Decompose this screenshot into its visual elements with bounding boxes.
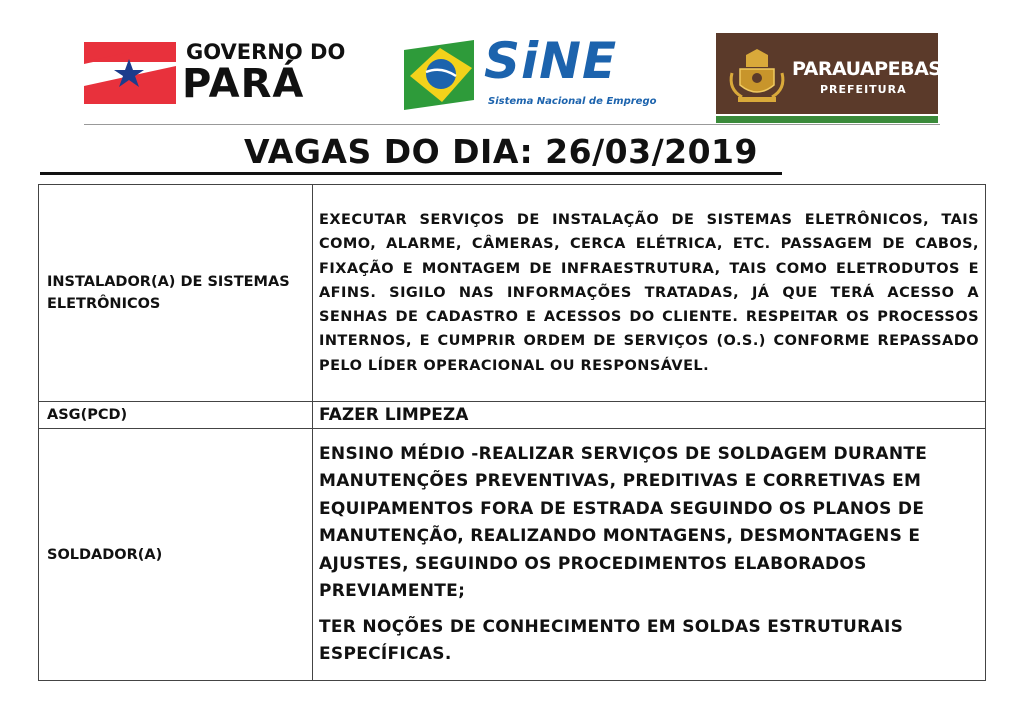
title-underline: [40, 172, 782, 175]
job-description-main: ENSINO MÉDIO -REALIZAR SERVIÇOS DE SOLDAGEM DURANTE MANUTENÇÕES PREVENTIVAS, PREDITIVAS E CORRETIVAS EM EQUIPAMENTOS FORA DE ESTRADA SEGUINDO OS PLANOS DE MANUTENÇÃO, REALIZANDO MONTAGENS, DESMONTAGENS E AJUSTES, SEGUINDO OS PROCEDIMENTOS ELABORADOS PREVIAMENTE;: [319, 443, 928, 601]
table-row: [39, 185, 986, 402]
para-flag-icon: [84, 42, 176, 104]
sine-subtitle: Sistema Nacional de Emprego: [488, 96, 657, 107]
job-role: SOLDADOR(A): [39, 429, 313, 681]
job-description: FAZER LIMPEZA: [319, 405, 469, 425]
table-row: [39, 402, 986, 429]
governo-para-logo: [84, 40, 346, 110]
brazil-flag-icon: [400, 40, 478, 110]
logo-bar: [0, 0, 1024, 125]
job-description-cell: [313, 402, 986, 429]
job-description-extra: TER NOÇÕES DE CONHECIMENTO EM SOLDAS ESTRUTURAIS ESPECÍFICAS.: [319, 616, 904, 664]
prefeitura-text: PREFEITURA: [820, 83, 907, 96]
para-text: PARÁ: [182, 61, 305, 107]
header-divider: [84, 124, 940, 125]
sine-logo: [400, 32, 657, 114]
job-description-cell: [313, 185, 986, 402]
governo-do-text: GOVERNO DO: [186, 40, 346, 64]
job-role: ASG(PCD): [39, 402, 313, 429]
sine-wordmark: SiNE: [484, 32, 618, 90]
prefeitura-stripe: [716, 114, 938, 123]
job-description-cell: [313, 429, 986, 681]
coat-of-arms-icon: [726, 45, 788, 107]
job-description: [319, 441, 979, 669]
jobs-table: [38, 184, 986, 681]
parauapebas-logo: [716, 33, 942, 121]
job-description: EXECUTAR SERVIÇOS DE INSTALAÇÃO DE SISTEMAS ELETRÔNICOS, TAIS COMO, ALARME, CÂMERAS, CERCA ELÉTRICA, ETC. PASSAGEM DE CABOS, FIXAÇÃO E MONTAGEM DE INFRAESTRUTURA, TAIS COMO ELETRODUTOS E AFINS. SIGILO NAS INFORMAÇÕES TRATADAS, JÁ QUE TERÁ ACESSO A SENHAS DE CADASTRO E ACESSOS DO CLIENTE. RESPEITAR OS PROCESSOS INTERNOS, E CUMPRIR ORDEM DE SERVIÇOS (O.S.) CONFORME REPASSADO PELO LÍDER OPERACIONAL OU RESPONSÁVEL.: [319, 212, 979, 374]
table-row: [39, 429, 986, 681]
job-role: INSTALADOR(A) DE SISTEMAS ELETRÔNICOS: [39, 185, 313, 402]
parauapebas-text: PARAUAPEBAS: [792, 58, 942, 80]
page-title: VAGAS DO DIA: 26/03/2019: [244, 132, 758, 171]
